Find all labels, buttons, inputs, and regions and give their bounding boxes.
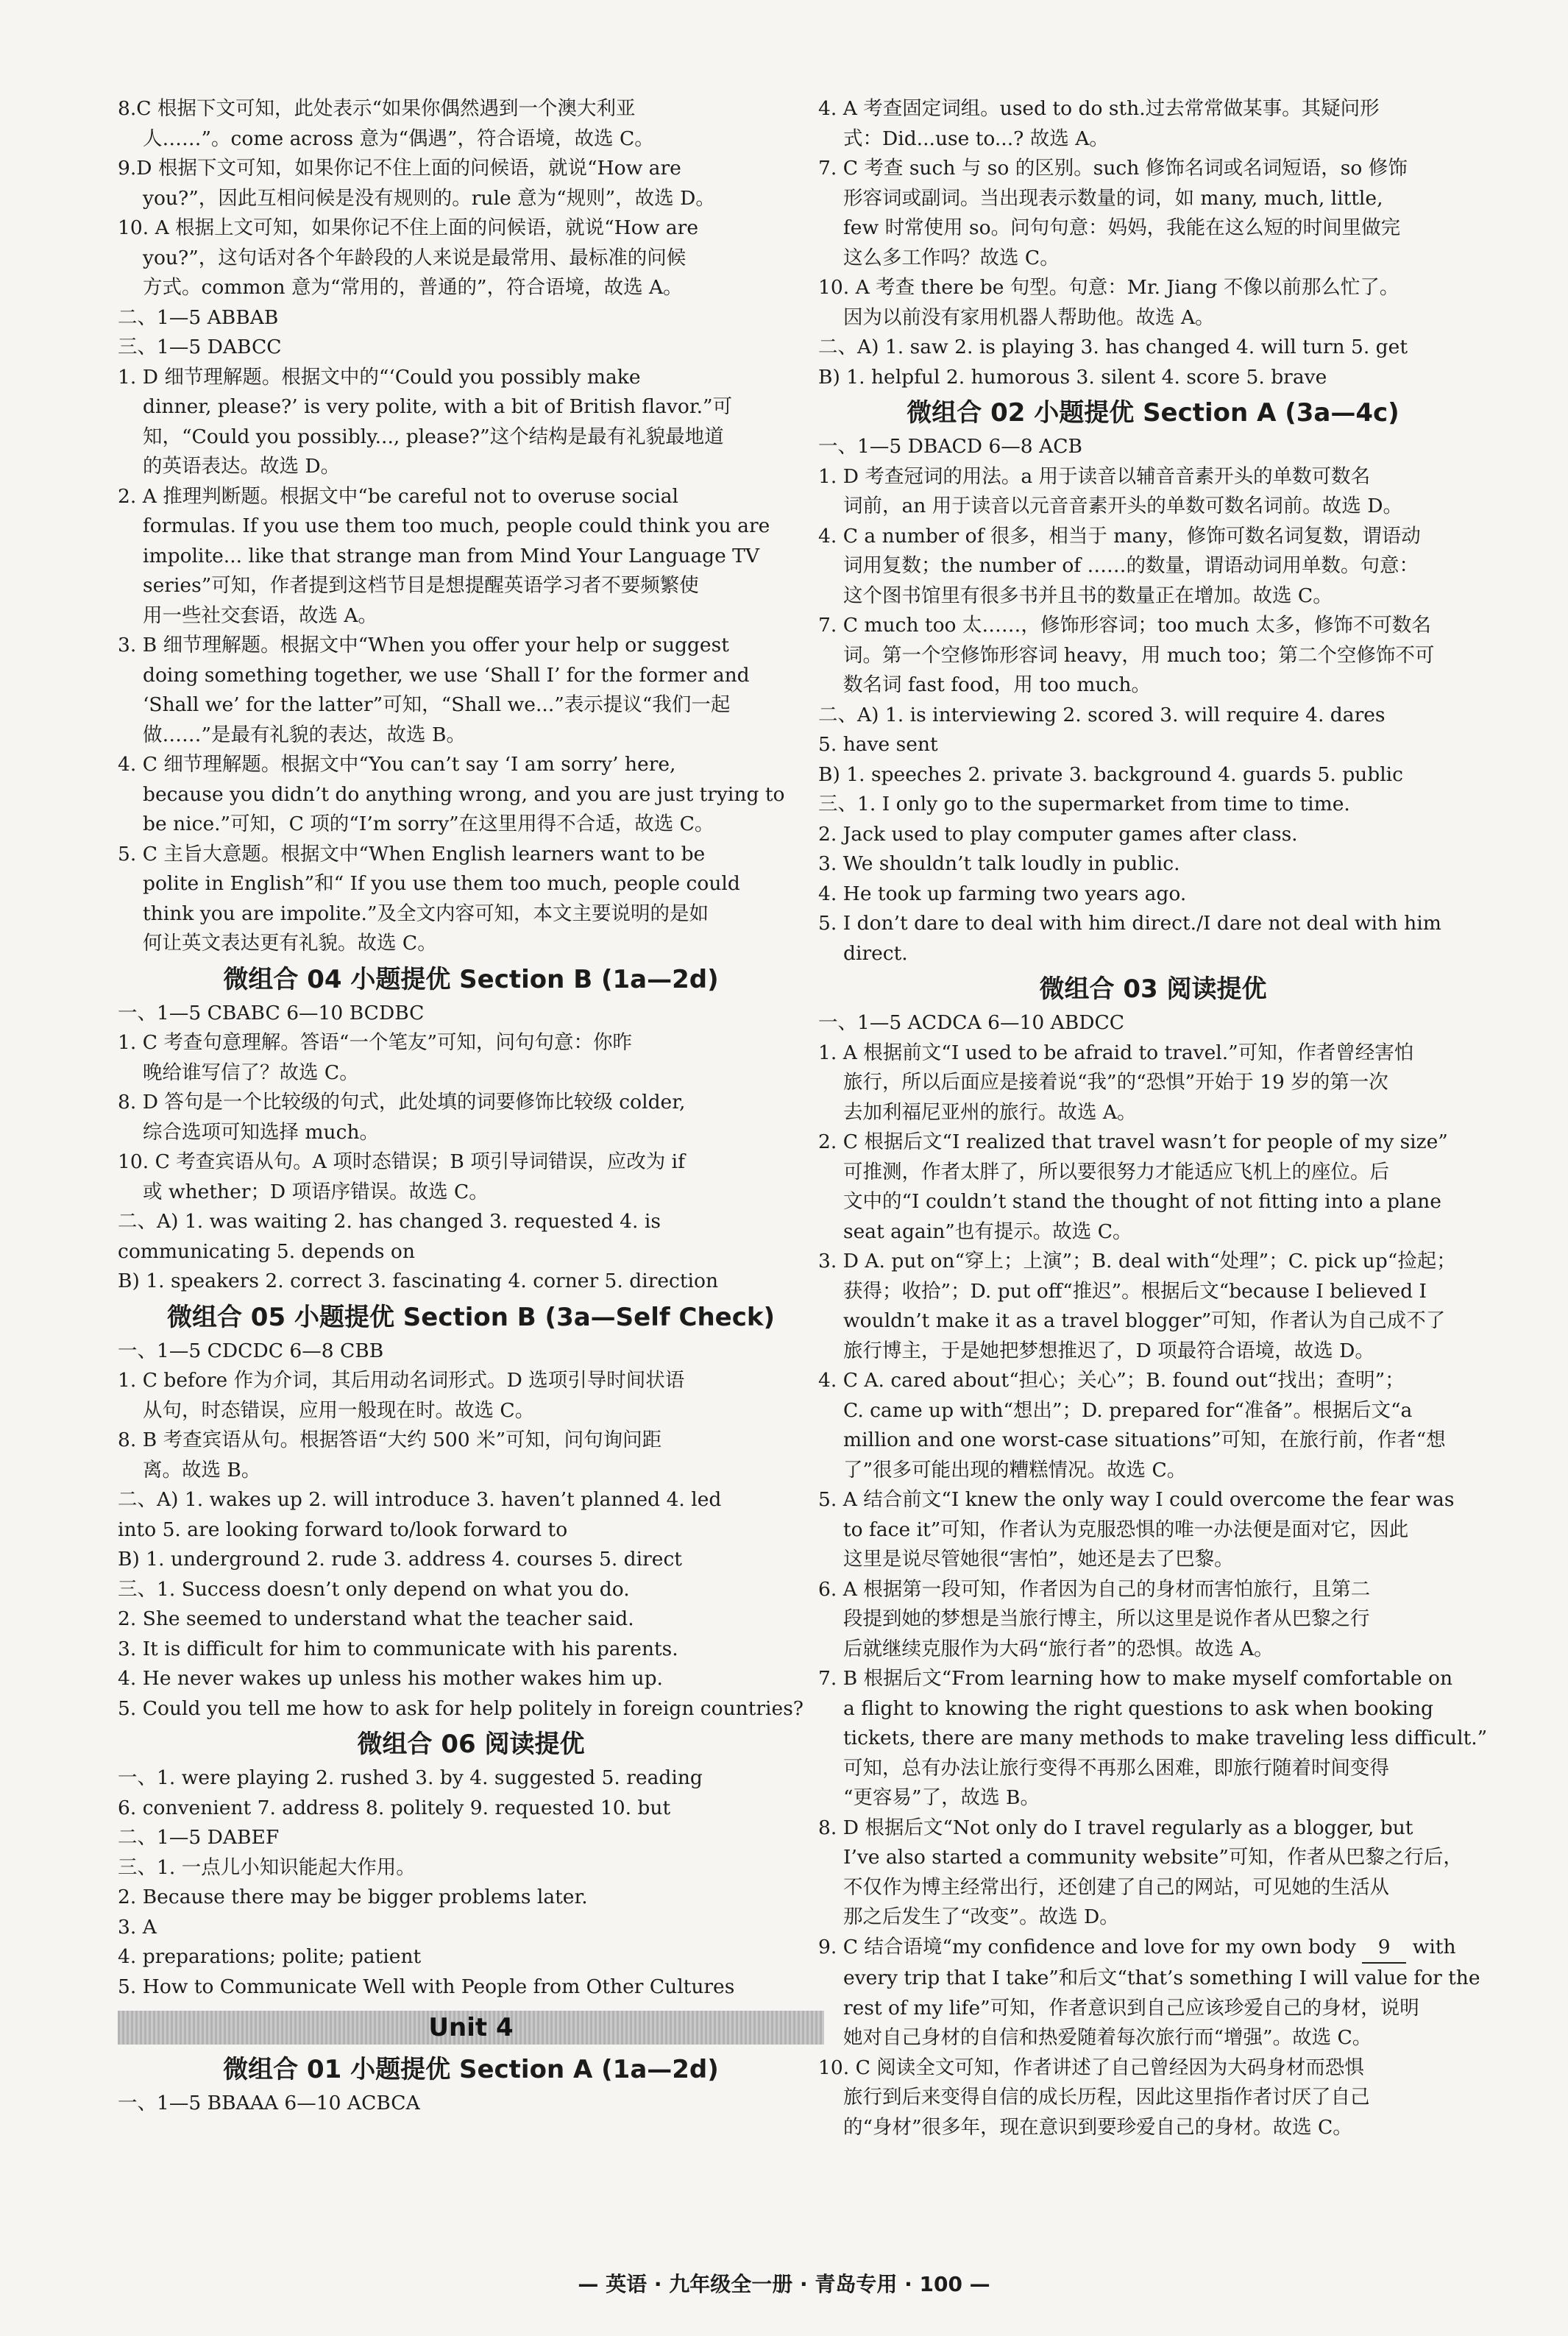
answer-line: 一、1—5 BBAAA 6—10 ACBCA xyxy=(118,2092,420,2114)
answer-line: 一、1—5 DBACD 6—8 ACB xyxy=(818,435,1082,458)
answer-line-continued: polite in English”和“ If you use them too much, people could xyxy=(143,872,740,895)
answer-line: B) 1. underground 2. rude 3. address 4. courses 5. direct xyxy=(118,1548,682,1571)
answer-line: 1. C 考查句意理解。答语“一个笔友”可知，问句句意：你昨 xyxy=(118,1031,633,1054)
answer-line-continued: dinner, please?’ is very polite, with a bit of British flavor.”可 xyxy=(143,395,733,418)
answer-line: 4. C 细节理解题。根据文中“You can’t say ‘I am sorry’ here, xyxy=(118,753,676,776)
section-heading: 微组合 03 阅读提优 xyxy=(1039,974,1267,1004)
answer-line-continued: 形容词或副词。当出现表示数量的词，如 many, much, little, xyxy=(843,186,1383,210)
answer-line: 2. C 根据后文“I realized that travel wasn’t for people of my size” xyxy=(818,1130,1448,1153)
answer-line: 2. Jack used to play computer games after class. xyxy=(818,822,1298,846)
answer-line: 4. A 考查固定词组。used to do sth.过去常常做某事。其疑问形 xyxy=(818,97,1380,120)
answer-line-continued: few 时常使用 so。问句句意：妈妈，我能在这么短的时间里做完 xyxy=(843,216,1401,239)
answer-line: 1. C before 作为介词，其后用动名词形式。D 选项引导时间状语 xyxy=(118,1369,685,1392)
answer-line: 3. A xyxy=(118,1915,157,1939)
answer-line-continued: 知，“Could you possibly..., please?”这个结构是最有礼貌最地道 xyxy=(143,425,724,448)
right-column xyxy=(818,94,1488,2142)
answer-line-continued: think you are impolite.”及全文内容可知，本文主要说明的是如 xyxy=(143,902,709,925)
answer-line-continued: 去加利福尼亚州的旅行。故选 A。 xyxy=(843,1100,1137,1124)
answer-line-continued: million and one worst-case situations”可知，在旅行前，作者“想 xyxy=(843,1429,1446,1451)
answer-line: 3. It is difficult for him to communicate with his parents. xyxy=(118,1637,678,1660)
answer-line: 3. B 细节理解题。根据文中“When you offer your help or suggest xyxy=(118,634,729,656)
answer-line: 5. Could you tell me how to ask for help politely in foreign countries? xyxy=(118,1696,804,1720)
answer-line-continued: 做……”是最有礼貌的表达，故选 B。 xyxy=(143,723,466,746)
answer-line: B) 1. helpful 2. humorous 3. silent 4. score 5. brave xyxy=(818,365,1327,389)
answer-line: 三、1—5 DABCC xyxy=(118,336,282,358)
answer-line: 10. A 根据上文可知，如果你记不住上面的问候语，就说“How are xyxy=(118,216,698,239)
answer-line: 8. B 考查宾语从句。根据答语“大约 500 米”可知，问句询问距 xyxy=(118,1429,662,1451)
answer-line-continued: 获得；收拾”；D. put off“推迟”。根据后文“because I believed I xyxy=(843,1279,1427,1303)
blank-number: 9 xyxy=(1362,1933,1406,1964)
answer-line-continued: I’ve also started a community website”可知，作者从巴黎之行后， xyxy=(843,1846,1463,1869)
answer-line: 二、A) 1. wakes up 2. will introduce 3. haven’t planned 4. led xyxy=(118,1488,722,1511)
answer-line: 5. How to Communicate Well with People from Other Cultures xyxy=(118,1975,735,1998)
answer-line: 4. He took up farming two years ago. xyxy=(818,882,1187,905)
answer-line-continued: be nice.”可知，C 项的“I’m sorry”在这里用得不合适，故选 C。 xyxy=(143,813,714,835)
answer-line-continued: 了”很多可能出现的糟糕情况。故选 C。 xyxy=(843,1458,1187,1482)
answer-line-continued: 旅行，所以后面应是接着说“我”的“恐惧”开始于 19 岁的第一次 xyxy=(843,1071,1388,1094)
answer-line-continued: 旅行博主，于是她把梦想推迟了，D 项最符合语境，故选 D。 xyxy=(843,1339,1374,1362)
answer-line: 二、1—5 DABEF xyxy=(118,1826,280,1849)
answer-line-continued: 何让英文表达更有礼貌。故选 C。 xyxy=(143,932,437,955)
answer-line-continued: 的英语表达。故选 D。 xyxy=(143,455,341,478)
answer-line-continued: because you didn’t do anything wrong, and you are just trying to xyxy=(143,782,785,806)
answer-line: 二、A) 1. was waiting 2. has changed 3. requested 4. is xyxy=(118,1210,661,1233)
answer-line: 三、1. Success doesn’t only depend on what you do. xyxy=(118,1577,630,1601)
answer-line-continued: 离。故选 B。 xyxy=(143,1458,261,1482)
answer-line-continued: 那之后发生了“改变”。故选 D。 xyxy=(843,1905,1119,1928)
answer-line: into 5. are looking forward to/look forward to xyxy=(118,1518,568,1541)
answer-line-continued: you?”，这句话对各个年龄段的人来说是最常用、最标准的问候 xyxy=(143,246,687,269)
answer-line-continued: 词前，an 用于读音以元音音素开头的单数可数名词前。故选 D。 xyxy=(843,495,1402,517)
answer-line-continued: “更容易”了，故选 B。 xyxy=(843,1786,1040,1809)
answer-line: 7. B 根据后文“From learning how to make myself comfortable on xyxy=(818,1667,1453,1690)
answer-line-continued: wouldn’t make it as a travel blogger”可知，作者认为自己成不了 xyxy=(843,1309,1446,1332)
answer-line-continued: 可知，总有办法让旅行变得不再那么困难，即旅行随着时间变得 xyxy=(843,1756,1389,1780)
answer-line-continued: rest of my life”可知，作者意识到自己应该珍爱自己的身材，说明 xyxy=(843,1996,1419,2020)
answer-line: 4. preparations; polite; patient xyxy=(118,1945,422,1968)
answer-line: 5. A 结合前文“I knew the only way I could overcome the fear was xyxy=(818,1488,1455,1511)
answer-line-continued: impolite... like that strange man from Mind Your Language TV xyxy=(143,544,759,567)
answer-line: 4. He never wakes up unless his mother wakes him up. xyxy=(118,1667,663,1690)
answer-line-continued: 这里是说尽管她很“害怕”，她还是去了巴黎。 xyxy=(843,1548,1234,1571)
answer-line-continued: 式：Did...use to...? 故选 A。 xyxy=(843,127,1109,150)
text-span: 9. C 结合语境“my confidence and love for my own body xyxy=(818,1935,1363,1958)
answer-line-continued: 后就继续克服作为大码“旅行者”的恐惧。故选 A。 xyxy=(843,1637,1274,1660)
answer-line: 一、1. were playing 2. rushed 3. by 4. suggested 5. reading xyxy=(118,1766,703,1789)
section-heading: 微组合 02 小题提优 Section A (3a—4c) xyxy=(907,398,1400,428)
answer-line-continued: 晚给谁写信了？故选 C。 xyxy=(143,1061,359,1084)
answer-line-continued: 不仅作为博主经常出行，还创建了自己的网站，可见她的生活从 xyxy=(843,1875,1389,1899)
answer-line: 7. C much too 太……，修饰形容词；too much 太多，修饰不可数名 xyxy=(818,614,1431,637)
answer-line-continued: 可推测，作者太胖了，所以要很努力才能适应飞机上的座位。后 xyxy=(843,1160,1389,1183)
answer-line: 二、A) 1. saw 2. is playing 3. has changed 4. will turn 5. get xyxy=(818,336,1408,358)
answer-line-continued: every trip that I take”和后文“that’s something I will value for the xyxy=(843,1967,1480,1989)
answer-line: 3. D A. put on“穿上；上演”；B. deal with“处理”；C. pick up“捡起； xyxy=(818,1250,1456,1273)
answer-line: 二、A) 1. is interviewing 2. scored 3. will require 4. dares xyxy=(818,703,1386,726)
answer-line-continued: 人……”。come across 意为“偶遇”，符合语境，故选 C。 xyxy=(143,127,654,150)
answer-line-continued: 用一些社交套语，故选 A。 xyxy=(143,604,378,627)
answer-line-continued: 或 whether；D 项语序错误。故选 C。 xyxy=(143,1180,489,1203)
answer-line-continued: series”可知，作者提到这档节目是想提醒英语学习者不要频繁使 xyxy=(143,574,699,597)
unit-banner: Unit 4 xyxy=(118,2011,824,2045)
answer-line: 2. Because there may be bigger problems later. xyxy=(118,1886,588,1908)
section-heading: 微组合 06 阅读提优 xyxy=(357,1730,585,1759)
answer-line: B) 1. speeches 2. private 3. background 4. guards 5. public xyxy=(818,762,1403,786)
answer-line: 6. A 根据第一段可知，作者因为自己的身材而害怕旅行，且第二 xyxy=(818,1577,1371,1601)
answer-line-continued: 方式。common 意为“常用的，普通的”，符合语境，故选 A。 xyxy=(143,276,683,299)
answer-line-continued: direct. xyxy=(843,941,908,965)
answer-line: 3. We shouldn’t talk loudly in public. xyxy=(818,852,1180,875)
answer-line: 5. have sent xyxy=(818,733,938,756)
answer-line xyxy=(818,1933,1488,1964)
answer-line: 5. C 主旨大意题。根据文中“When English learners want to be xyxy=(118,842,706,866)
answer-line: 7. C 考查 such 与 so 的区别。such 修饰名词或名词短语，so 修饰 xyxy=(818,157,1408,180)
answer-line-continued: 的“身材”很多年，现在意识到要珍爱自己的身材。故选 C。 xyxy=(843,2115,1352,2139)
answer-line-continued: 综合选项可知选择 much。 xyxy=(143,1120,380,1144)
answer-line-continued: a flight to knowing the right questions to ask when booking xyxy=(843,1696,1434,1720)
answer-line: 2. A 推理判断题。根据文中“be careful not to overuse social xyxy=(118,484,678,508)
answer-line-continued: 从句，时态错误，应用一般现在时。故选 C。 xyxy=(143,1398,535,1422)
answer-line: 8.C 根据下文可知，此处表示“如果你偶然遇到一个澳大利亚 xyxy=(118,97,636,120)
answer-line: 9.D 根据下文可知，如果你记不住上面的问候语，就说“How are xyxy=(118,157,681,180)
answer-line-continued: doing something together, we use ‘Shall I’ for the former and xyxy=(143,663,750,687)
answer-line: 一、1—5 CBABC 6—10 BCDBC xyxy=(118,1001,425,1024)
section-heading: 微组合 01 小题提优 Section A (1a—2d) xyxy=(223,2055,719,2084)
answer-line-continued: ‘Shall we’ for the latter”可知，“Shall we...”表示提议“我们一起 xyxy=(143,693,731,716)
answer-line: B) 1. speakers 2. correct 3. fascinating 4. corner 5. direction xyxy=(118,1270,719,1292)
answer-line-continued: 词用复数；the number of ……的数量，谓语动词用单数。句意： xyxy=(843,554,1419,577)
answer-line-continued: 段提到她的梦想是当旅行博主，所以这里是说作者从巴黎之行 xyxy=(843,1607,1370,1630)
answer-line: 1. A 根据前文“I used to be afraid to travel.”可知，作者曾经害怕 xyxy=(818,1041,1414,1064)
answer-line-continued: you?”，因此互相问候是没有规则的。rule 意为“规则”，故选 D。 xyxy=(143,186,715,210)
answer-line: 10. A 考查 there be 句型。句意：Mr. Jiang 不像以前那么忙了。 xyxy=(818,276,1400,299)
answer-line: 1. D 细节理解题。根据文中的“‘Could you possibly make xyxy=(118,365,641,389)
answer-line-continued: 她对自己身材的自信和热爱随着每次旅行而“增强”。故选 C。 xyxy=(843,2026,1372,2049)
answer-line-continued: seat again”也有提示。故选 C。 xyxy=(843,1220,1132,1243)
answer-line-continued: 旅行到后来变得自信的成长历程，因此这里指作者讨厌了自己 xyxy=(843,2086,1370,2109)
answer-line-continued: tickets, there are many methods to make traveling less difficult.” xyxy=(843,1727,1488,1749)
section-heading: 微组合 04 小题提优 Section B (1a—2d) xyxy=(223,964,719,994)
answer-line: 4. C a number of 很多，相当于 many，修饰可数名词复数，谓语动 xyxy=(818,524,1421,548)
answer-line-continued: 因为以前没有家用机器人帮助他。故选 A。 xyxy=(843,305,1215,329)
answer-line-continued: 词。第一个空修饰形容词 heavy，用 much too；第二个空修饰不可 xyxy=(843,643,1435,667)
answer-line: 4. C A. cared about“担心；关心”；B. found out“找出；查明”； xyxy=(818,1369,1405,1392)
answer-line: 8. D 根据后文“Not only do I travel regularly as a blogger, but xyxy=(818,1816,1413,1839)
answer-line: 10. C 考查宾语从句。A 项时态错误；B 项引导词错误，应改为 if xyxy=(118,1150,685,1173)
left-column xyxy=(118,94,824,2119)
answer-line: 5. I don’t dare to deal with him direct./I dare not deal with him xyxy=(818,912,1441,935)
answer-line-continued: 数名词 fast food，用 too much。 xyxy=(843,673,1151,696)
answer-line: 三、1. 一点儿小知识能起大作用。 xyxy=(118,1855,416,1879)
answer-line: 一、1—5 CDCDC 6—8 CBB xyxy=(118,1339,384,1362)
answer-line-continued: formulas. If you use them too much, people could think you are xyxy=(143,514,770,537)
answer-line: communicating 5. depends on xyxy=(118,1239,415,1263)
page-footer: — 英语 · 九年级全一册 · 青岛专用 · 100 — xyxy=(578,2272,990,2296)
answer-line-continued: 这么多工作吗？故选 C。 xyxy=(843,246,1060,269)
answer-line: 1. D 考查冠词的用法。a 用于读音以辅音音素开头的单数可数名 xyxy=(818,464,1371,488)
answer-line: 三、1. I only go to the supermarket from time to time. xyxy=(818,793,1350,815)
answer-line-continued: 这个图书馆里有很多书并且书的数量正在增加。故选 C。 xyxy=(843,584,1333,607)
text-span: with xyxy=(1406,1935,1456,1958)
answer-line: 6. convenient 7. address 8. politely 9. requested 10. but xyxy=(118,1796,671,1819)
answer-line-continued: 文中的“I couldn’t stand the thought of not fitting into a plane xyxy=(843,1190,1441,1213)
answer-line: 一、1—5 ACDCA 6—10 ABDCC xyxy=(818,1011,1125,1034)
answer-line: 10. C 阅读全文可知，作者讲述了自己曾经因为大码身材而恐惧 xyxy=(818,2056,1364,2079)
answer-line: 8. D 答句是一个比较级的句式，此处填的词要修饰比较级 colder, xyxy=(118,1091,686,1114)
answer-line-continued: C. came up with“想出”；D. prepared for“准备”。根据后文“a xyxy=(843,1398,1413,1422)
answer-line: 二、1—5 ABBAB xyxy=(118,305,279,329)
answer-line-continued: to face it”可知，作者认为克服恐惧的唯一办法便是面对它，因此 xyxy=(843,1518,1409,1541)
answer-line: 2. She seemed to understand what the teacher said. xyxy=(118,1607,634,1630)
section-heading: 微组合 05 小题提优 Section B (3a—Self Check) xyxy=(166,1302,776,1332)
